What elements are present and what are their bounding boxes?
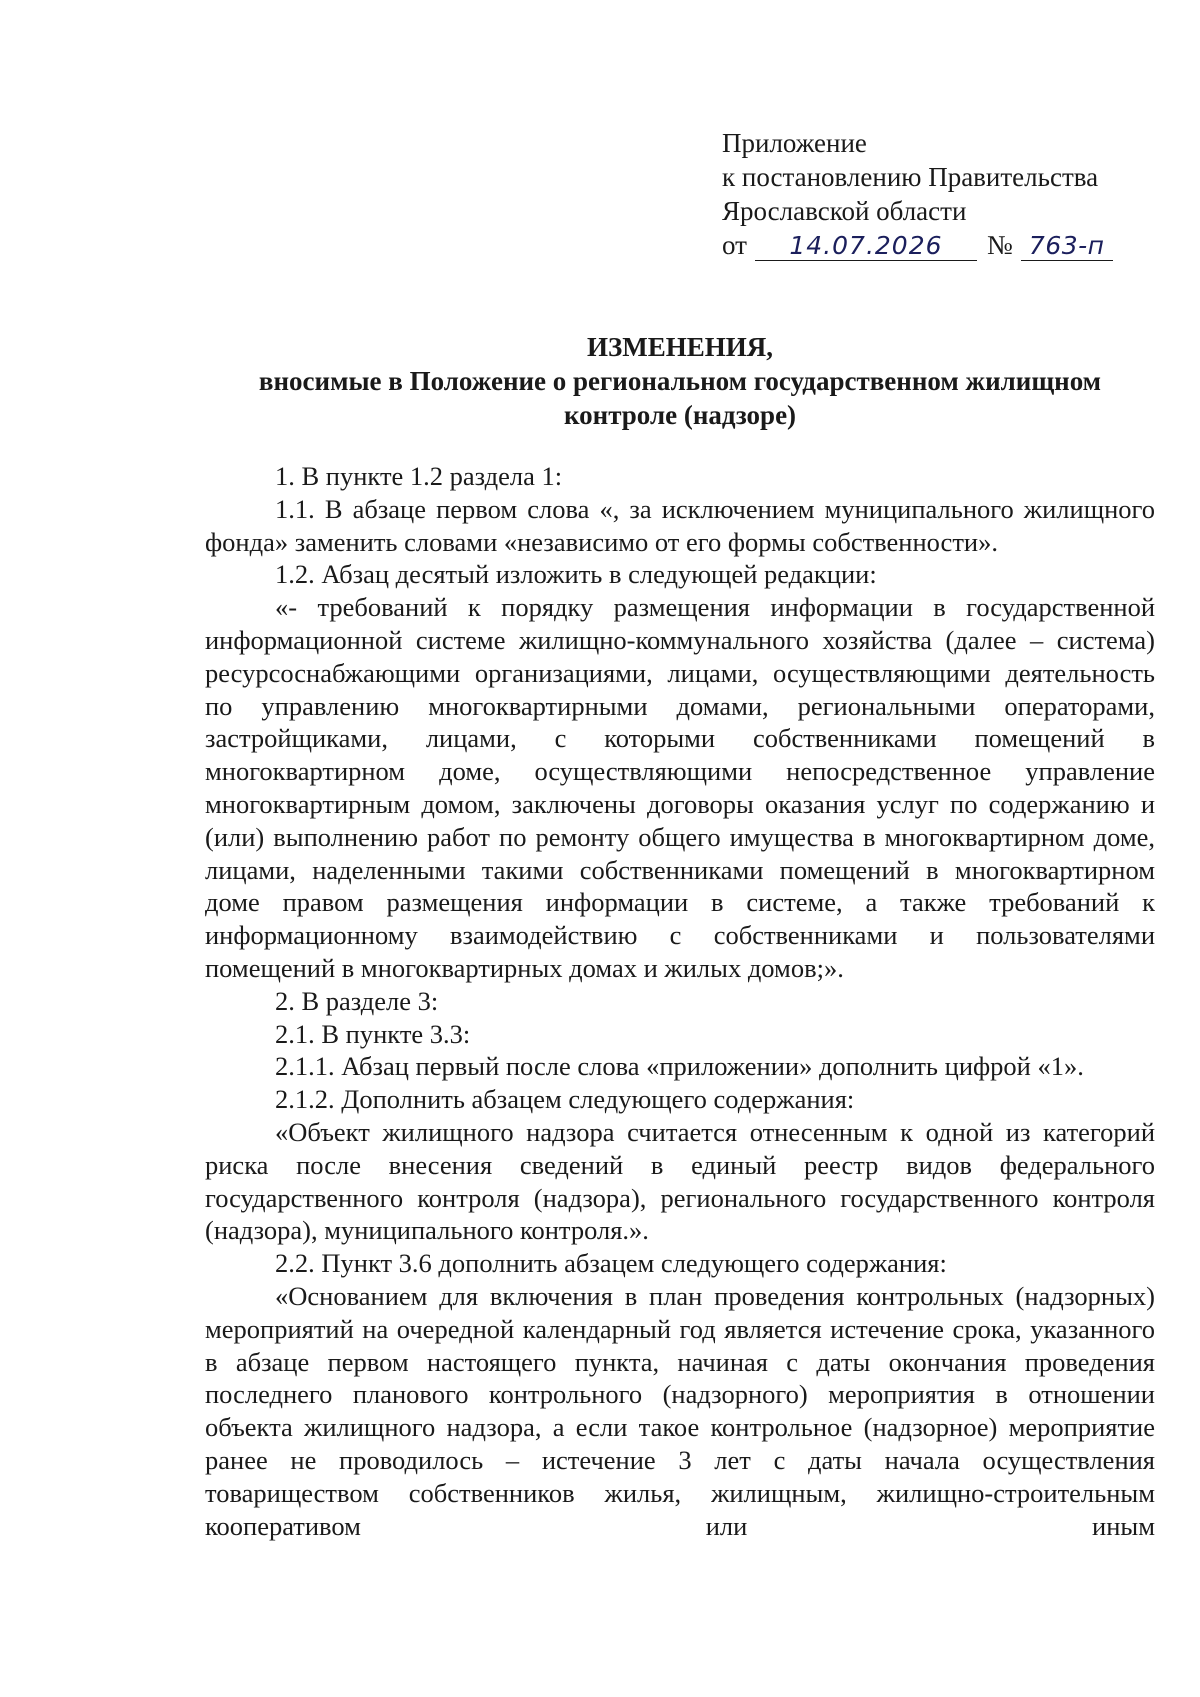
handwritten-date: 14.07.2026: [755, 232, 977, 261]
paragraph-quote-2: «Объект жилищного надзора считается отнесенным к одной из категорий риска после внесения сведений в единый реестр видов федерального государственного контроля (надзора), регионального государственного контроля (надзора), муниципального контроля.».: [205, 1116, 1155, 1246]
appendix-line-1: Приложение: [722, 128, 867, 158]
appendix-line-3: Ярославской области: [722, 196, 967, 226]
paragraph-2-1-1: 2.1.1. Абзац первый после слова «приложении» дополнить цифрой «1».: [275, 1051, 1084, 1082]
paragraph-quote-3: «Основанием для включения в план проведения контрольных (надзорных) мероприятий на очередной календарный год является истечение срока, указанного в абзаце первом настоящего пункта, начиная с даты окончания проведения последнего планового контрольного (надзорного) мероприятия в отношении объекта жилищного надзора, а если такое контрольное (надзорное) мероприятие ранее не проводилось – истечение 3 лет с даты начала осуществления товариществом собственников жилья, жилищным, жилищно-строительным кооперативом или иным: [205, 1280, 1155, 1541]
appendix-line-2: к постановлению Правительства: [722, 162, 1099, 192]
handwritten-number: 763-п: [1021, 232, 1113, 261]
number-prefix: №: [986, 230, 1013, 260]
document-body: [205, 460, 1155, 1542]
paragraph-2: 2. В разделе 3:: [275, 985, 439, 1016]
document-subtitle-line-2: контроле (надзоре): [563, 400, 797, 430]
paragraph-1-1: 1.1. В абзаце первом слова «, за исключением муниципального жилищного фонда» заменить словами «независимо от его формы собственности».: [205, 493, 1155, 557]
document-title: ИЗМЕНЕНИЯ,: [586, 332, 773, 362]
paragraph-2-1: 2.1. В пункте 3.3:: [275, 1018, 471, 1049]
paragraph-1-2: 1.2. Абзац десятый изложить в следующей редакции:: [275, 559, 877, 590]
appendix-block: [722, 126, 1113, 262]
date-prefix: от: [722, 230, 747, 260]
paragraph-quote-1: «- требований к порядку размещения информации в государственной информационной системе жилищно-коммунального хозяйства (далее – система) ресурсоснабжающими организациями, лицами, осуществляющими деятельность по управлению многоквартирными домами, региональными операторами, застройщиками, лицами, с которыми собственниками помещений в многоквартирном доме, осуществляющими непосредственное управление многоквартирным домом, заключены договоры оказания услуг по содержанию и (или) выполнению работ по ремонту общего имущества в многоквартирном доме, лицами, наделенными такими собственниками помещений в многоквартирном доме правом размещения информации в системе, а также требований к информационному взаимодействию с собственниками и пользователями помещений в многоквартирных домах и жилых домов;».: [205, 592, 1155, 983]
document-subtitle-line-1: вносимые в Положение о региональном государственном жилищном: [258, 366, 1102, 396]
paragraph-1: 1. В пункте 1.2 раздела 1:: [275, 461, 563, 491]
appendix-date-line: [722, 228, 1113, 262]
paragraph-2-1-2: 2.1.2. Дополнить абзацем следующего содержания:: [275, 1084, 855, 1115]
paragraph-2-2: 2.2. Пункт 3.6 дополнить абзацем следующего содержания:: [275, 1248, 947, 1279]
